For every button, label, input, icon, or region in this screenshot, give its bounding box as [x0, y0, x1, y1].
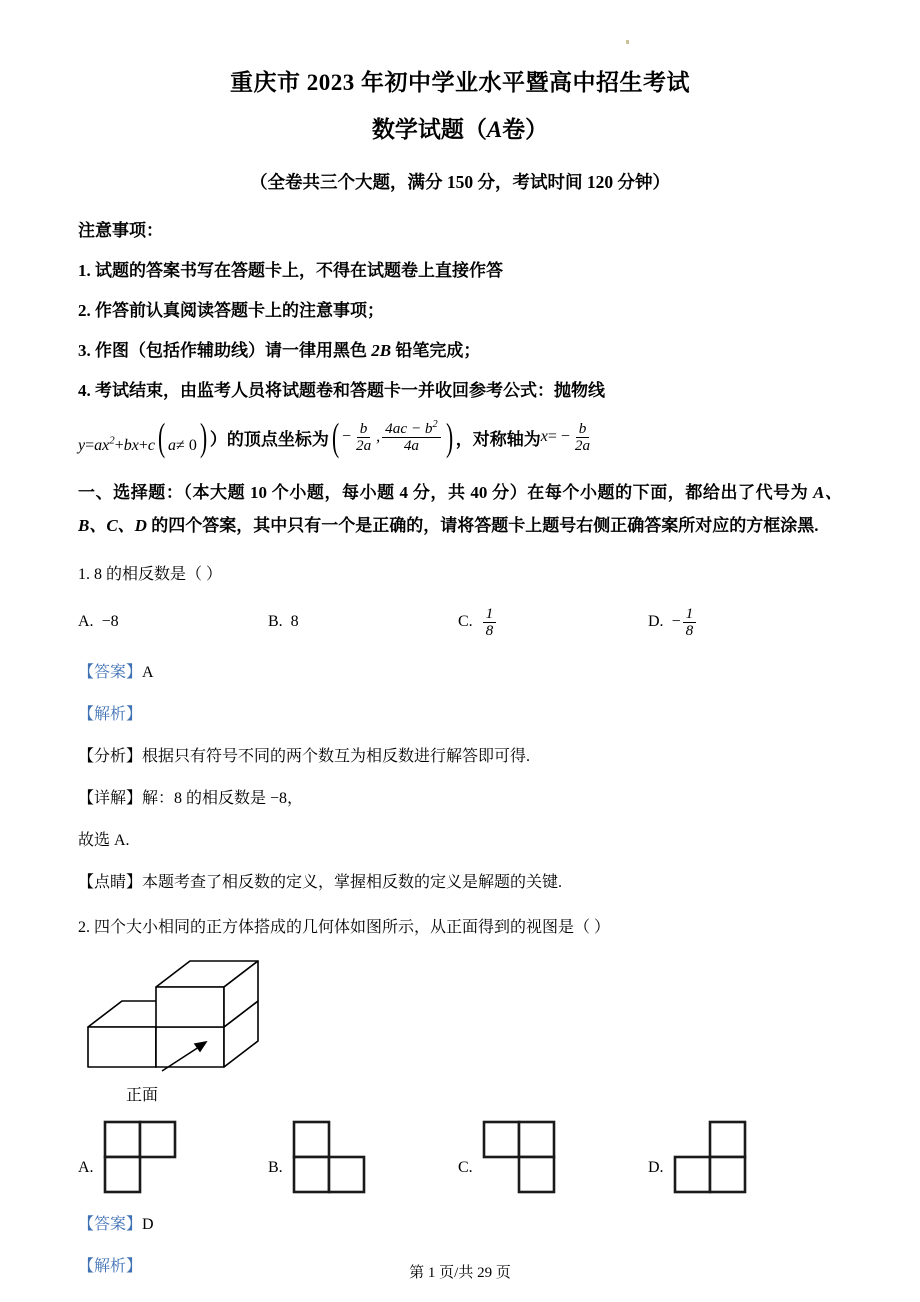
section-one-part1: 一、选择题：（本大题 10 个小题，每小题 4 分，共 40 分）在每个小题的下面，都给出了代号为 — [78, 482, 814, 502]
option-b-key: B. — [268, 1159, 283, 1177]
option-c-key: C. — [458, 1159, 473, 1177]
notice-item-4: 4. 考试结束，由监考人员将试题卷和答题卡一并收回参考公式：抛物线 — [78, 380, 605, 400]
option-d-sign: − — [671, 613, 681, 631]
question-1-choice: 故选 A. — [78, 832, 130, 850]
axis-den: 2a — [574, 436, 591, 454]
exam-meta: （全卷共三个大题，满分 150 分，考试时间 120 分钟） — [250, 171, 670, 192]
option-a-key: A. — [78, 1159, 94, 1177]
question-1-options — [78, 601, 842, 643]
insight-text: 本题考查了相反数的定义，掌握相反数的定义是解题的关键. — [142, 874, 563, 892]
close-paren: ) — [199, 415, 207, 459]
page-footer: 第 1 页/共 29 页 — [409, 1265, 511, 1281]
pencil-grade-label: 2B — [371, 340, 392, 360]
close-paren-cn: ） — [209, 429, 227, 449]
question-1-answer — [78, 661, 842, 685]
option-d-key: D. — [648, 613, 664, 631]
explain-tag: 【解析】 — [78, 1258, 143, 1276]
vertex-comma: , — [376, 428, 381, 446]
page-title: 重庆市 2023 年初中学业水平暨高中招生考试 — [230, 70, 690, 95]
question-1-option-d[interactable] — [648, 606, 838, 639]
scan-speck — [626, 40, 629, 44]
front-bottom-cube-front-face — [156, 1027, 224, 1067]
vertex-x: − $\frac{b}{2a}$ — [342, 421, 376, 454]
notice-item-3 — [78, 336, 842, 361]
cube-stack-diagram — [78, 955, 328, 1075]
insight-tag: 【点睛】 — [78, 874, 143, 892]
question-1-insight — [78, 871, 842, 895]
question-2-stem: 2. 四个大小相同的正方体搭成的几何体如图所示，从正面得到的视图是（ ） — [78, 919, 611, 937]
notice-item-1: 1. 试题的答案书写在答题卡上，不得在试题卷上直接作答 — [78, 260, 503, 280]
section-one-heading — [78, 476, 842, 542]
option-a-key: A. — [78, 613, 94, 631]
upper-cube-front-face — [156, 987, 224, 1027]
shape-two-top-one-bottom-left — [102, 1119, 180, 1195]
option-d-den: 8 — [685, 621, 694, 639]
option-d-key: D. — [648, 1159, 664, 1177]
subtitle-prefix: 数学试题（ — [371, 117, 487, 143]
notice-heading: 注意事项： — [78, 220, 163, 240]
question-1-analysis — [78, 745, 842, 769]
detail-tag: 【详解】 — [78, 790, 143, 808]
vertex-label: 的顶点坐标为 — [226, 429, 329, 449]
question-2-answer — [78, 1213, 842, 1237]
question-1-detail — [78, 787, 842, 811]
option-d-num: 1 — [683, 606, 697, 623]
vertex-y-den: 4a — [403, 437, 420, 455]
option-b-value: 8 — [290, 613, 299, 631]
vertex-close-paren: ) — [445, 415, 453, 459]
axis-num: b — [576, 421, 590, 438]
answer-value: A — [142, 664, 154, 682]
subtitle-suffix: 卷） — [502, 117, 549, 143]
question-2-option-d[interactable] — [648, 1119, 838, 1195]
question-1-stem: 1. 8 的相反数是（ ） — [78, 565, 223, 583]
open-paren: ( — [157, 415, 166, 459]
question-1-option-a[interactable] — [78, 613, 268, 631]
vertex-y-num: $4ac - b^2$ — [382, 420, 441, 438]
parabola-equation: $y=ax^2+bx+c$( a≠ 0) — [78, 415, 207, 459]
page-subtitle — [78, 95, 842, 142]
answer-value: D — [142, 1216, 154, 1234]
option-c-num: 1 — [483, 606, 497, 623]
shape-one-top-right-two-bottom — [672, 1119, 750, 1195]
shape-two-top-one-bottom-right — [481, 1119, 559, 1195]
question-1-option-b[interactable] — [268, 613, 458, 631]
question-2-option-c[interactable] — [458, 1119, 648, 1195]
analysis-tag: 【分析】 — [78, 748, 143, 766]
axis-label: ，对称轴为 — [455, 429, 541, 449]
notice-item-3-prefix: 3. 作图（包括作辅助线）请一律用黑色 — [78, 340, 372, 360]
question-1-explain-tag — [78, 703, 842, 727]
option-d-fraction — [672, 606, 699, 639]
question-2-option-b[interactable] — [268, 1119, 458, 1195]
front-view-label: 正面 — [126, 1087, 159, 1105]
notice-item-3-suffix: 铅笔完成； — [391, 340, 481, 360]
option-letters: A、B、C、D — [78, 482, 842, 535]
question-2-option-a[interactable] — [78, 1119, 268, 1195]
option-c-fraction — [481, 606, 499, 639]
axis-of-symmetry: x= − $\frac{b}{2a}$ — [541, 421, 595, 454]
shape-one-top-left-two-bottom — [291, 1119, 369, 1195]
question-1-option-c[interactable] — [458, 606, 648, 639]
vertex-x-num: b — [357, 421, 371, 438]
question-2-figure — [78, 955, 842, 1105]
analysis-text: 根据只有符号不同的两个数互为相反数进行解答即可得. — [142, 748, 531, 766]
notice-item-2: 2. 作答前认真阅读答题卡上的注意事项； — [78, 300, 384, 320]
option-c-key: C. — [458, 613, 473, 631]
option-a-value: −8 — [101, 613, 119, 631]
reference-formula — [78, 415, 842, 460]
option-c-den: 8 — [485, 621, 494, 639]
option-b-key: B. — [268, 613, 283, 631]
answer-tag: 【答案】 — [78, 664, 143, 682]
answer-tag: 【答案】 — [78, 1216, 143, 1234]
detail-text: 解：8 的相反数是 −8， — [142, 790, 304, 808]
vertex-open-paren: ( — [331, 415, 339, 459]
question-2-options — [78, 1117, 842, 1195]
left-cube-front-face — [88, 1027, 156, 1067]
vertex-x-den: 2a — [355, 436, 372, 454]
explain-tag: 【解析】 — [78, 706, 143, 724]
section-one-part2: 的四个答案，其中只有一个是正确的，请将答题卡上题号右侧正确答案所对应的方框涂黑. — [146, 515, 819, 535]
vertex-y — [380, 420, 443, 454]
subtitle-volume-letter: A — [486, 117, 503, 143]
